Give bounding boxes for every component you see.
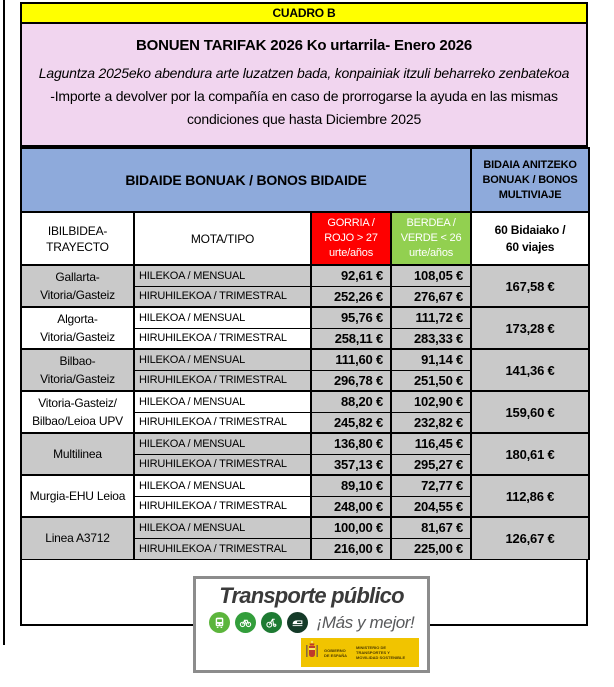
trayecto-cell <box>21 475 134 517</box>
group-header-bidaide: BIDAIDE BONUAK / BONOS BIDAIDE <box>21 148 471 212</box>
col-header-red-line2: ROJO > 27 <box>324 232 378 244</box>
mota-cell: HIRUHILEKOA / TRIMESTRAL <box>134 412 311 433</box>
mota-cell: HILEKOA / MENSUAL <box>134 265 311 286</box>
fare-cell-red: 245,82 € <box>311 412 391 433</box>
fare-cell-green: 232,82 € <box>391 412 471 433</box>
mota-cell: HIRUHILEKOA / TRIMESTRAL <box>134 538 311 559</box>
fare-cell-red: 111,60 € <box>311 349 391 370</box>
col-header-mota: MOTA/TIPO <box>134 212 311 265</box>
trayecto-line1: Gallarta- <box>55 270 100 284</box>
transporte-logo-title: Transporte público <box>219 583 404 608</box>
bus-icon <box>209 612 230 633</box>
multiviaje-cell: 159,60 € <box>471 391 589 433</box>
trayecto-line2: Vitoria/Gasteiz <box>40 330 115 344</box>
fare-cell-green: 116,45 € <box>391 433 471 454</box>
fare-cell-red: 95,76 € <box>311 307 391 328</box>
train-icon <box>287 612 308 633</box>
group-header-row <box>21 148 589 212</box>
mota-cell: HILEKOA / MENSUAL <box>134 349 311 370</box>
multiviaje-cell: 167,58 € <box>471 265 589 307</box>
trayecto-line1: Bilbao- <box>59 354 96 368</box>
fare-cell-red: 136,80 € <box>311 433 391 454</box>
group-header-multiviaje: BIDAIA ANITZEKO BONUAK / BONOS MULTIVIAJE <box>471 148 589 212</box>
col-header-green <box>391 212 471 265</box>
col-header-red-line1: GORRIA / <box>327 217 375 229</box>
fare-cell-green: 108,05 € <box>391 265 471 286</box>
col-header-multi-line1: 60 Bidaiako / <box>494 222 566 237</box>
fare-cell-green: 111,72 € <box>391 307 471 328</box>
trayecto-line1: Murgia-EHU Leioa <box>29 489 126 503</box>
trayecto-line2: Vitoria/Gasteiz <box>40 288 115 302</box>
column-header-row <box>21 212 589 265</box>
mota-cell: HIRUHILEKOA / TRIMESTRAL <box>134 370 311 391</box>
trayecto-line2: Vitoria/Gasteiz <box>40 372 115 386</box>
col-header-trayecto: IBILBIDEA-TRAYECTO <box>21 212 134 265</box>
trayecto-cell <box>21 349 134 391</box>
intro-subtitle-spanish: -Importe a devolver por la compañía en caso de prorrogarse la ayuda en las mismas condiciones que hasta Diciembre 2025 <box>50 88 558 127</box>
col-header-multi-line2: 60 viajes <box>505 239 555 254</box>
fare-cell-green: 91,14 € <box>391 349 471 370</box>
fare-cell-red: 357,13 € <box>311 454 391 475</box>
cuadro-b-label: CUADRO B <box>272 6 336 20</box>
sheet <box>20 2 588 626</box>
transporte-logo-box <box>193 576 430 673</box>
table-row <box>21 433 589 454</box>
mota-cell: HIRUHILEKOA / TRIMESTRAL <box>134 286 311 307</box>
ministerio-text: MINISTERIO DE TRANSPORTES Y MOVILIDAD SOSTENIBLE <box>356 645 406 660</box>
table-row <box>21 391 589 412</box>
multiviaje-cell: 141,36 € <box>471 349 589 391</box>
multiviaje-cell: 173,28 € <box>471 307 589 349</box>
trayecto-line1: Multilinea <box>53 447 102 461</box>
multiviaje-cell: 126,67 € <box>471 517 589 559</box>
trayecto-cell <box>21 307 134 349</box>
table-row <box>21 307 589 328</box>
table-row <box>21 265 589 286</box>
trayecto-line1: Algorta- <box>57 312 98 326</box>
col-header-green-line1: BERDEA / <box>406 217 456 229</box>
fare-cell-red: 258,11 € <box>311 328 391 349</box>
fare-table <box>20 147 590 560</box>
fare-cell-green: 295,27 € <box>391 454 471 475</box>
transport-mode-icons <box>196 612 427 633</box>
fare-cell-green: 204,55 € <box>391 496 471 517</box>
gobierno-text: GOBIERNO DE ESPAÑA <box>324 647 348 658</box>
intro-subtitle-basque: Laguntza 2025eko abendura arte luzatzen bada, konpainiak itzuli beharreko zenbatekoa <box>38 65 570 81</box>
trayecto-line1: Linea A3712 <box>45 531 110 546</box>
scooter-icon <box>261 612 282 633</box>
fare-cell-red: 252,26 € <box>311 286 391 307</box>
col-header-green-line3: urte/años <box>408 247 454 259</box>
mota-cell: HIRUHILEKOA / TRIMESTRAL <box>134 454 311 475</box>
intro-title: BONUEN TARIFAK 2026 Ko urtarrila- Enero 2026 <box>135 37 473 54</box>
bike-icon <box>235 612 256 633</box>
spain-coat-of-arms-icon <box>305 639 321 666</box>
fare-cell-red: 88,20 € <box>311 391 391 412</box>
fare-cell-red: 296,78 € <box>311 370 391 391</box>
mota-cell: HILEKOA / MENSUAL <box>134 307 311 328</box>
table-row <box>21 517 589 538</box>
transporte-logo-slogan: ¡Más y mejor! <box>316 612 415 632</box>
col-header-red <box>311 212 391 265</box>
trayecto-line1: Vitoria-Gasteiz/ <box>38 396 117 410</box>
fare-cell-green: 251,50 € <box>391 370 471 391</box>
fare-cell-red: 100,00 € <box>311 517 391 538</box>
mota-cell: HIRUHILEKOA / TRIMESTRAL <box>134 328 311 349</box>
fare-cell-red: 89,10 € <box>311 475 391 496</box>
fare-cell-red: 248,00 € <box>311 496 391 517</box>
table-row <box>21 475 589 496</box>
cuadro-b-banner <box>20 2 588 24</box>
mota-cell: HILEKOA / MENSUAL <box>134 433 311 454</box>
mota-cell: HILEKOA / MENSUAL <box>134 517 311 538</box>
fare-cell-red: 92,61 € <box>311 265 391 286</box>
table-row <box>21 349 589 370</box>
fare-cell-green: 72,77 € <box>391 475 471 496</box>
trayecto-cell <box>21 517 134 559</box>
gobierno-banner <box>301 638 419 667</box>
fare-cell-green: 102,90 € <box>391 391 471 412</box>
fare-cell-green: 283,33 € <box>391 328 471 349</box>
col-header-multi <box>471 212 589 265</box>
fare-cell-red: 216,00 € <box>311 538 391 559</box>
fare-cell-green: 225,00 € <box>391 538 471 559</box>
fare-cell-green: 81,67 € <box>391 517 471 538</box>
intro-subtitle <box>22 62 586 131</box>
trayecto-line2: Bilbao/Leioa UPV <box>32 414 123 428</box>
mota-cell: HIRUHILEKOA / TRIMESTRAL <box>134 496 311 517</box>
mota-cell: HILEKOA / MENSUAL <box>134 391 311 412</box>
intro-panel <box>20 24 588 147</box>
fare-cell-green: 276,67 € <box>391 286 471 307</box>
trayecto-cell <box>21 391 134 433</box>
multiviaje-cell: 112,86 € <box>471 475 589 517</box>
col-header-green-line2: VERDE < 26 <box>400 232 462 244</box>
multiviaje-cell: 180,61 € <box>471 433 589 475</box>
trayecto-cell <box>21 265 134 307</box>
page-left-rule <box>3 0 5 645</box>
mota-cell: HILEKOA / MENSUAL <box>134 475 311 496</box>
col-header-red-line3: urte/años <box>328 247 374 259</box>
trayecto-cell <box>21 433 134 475</box>
